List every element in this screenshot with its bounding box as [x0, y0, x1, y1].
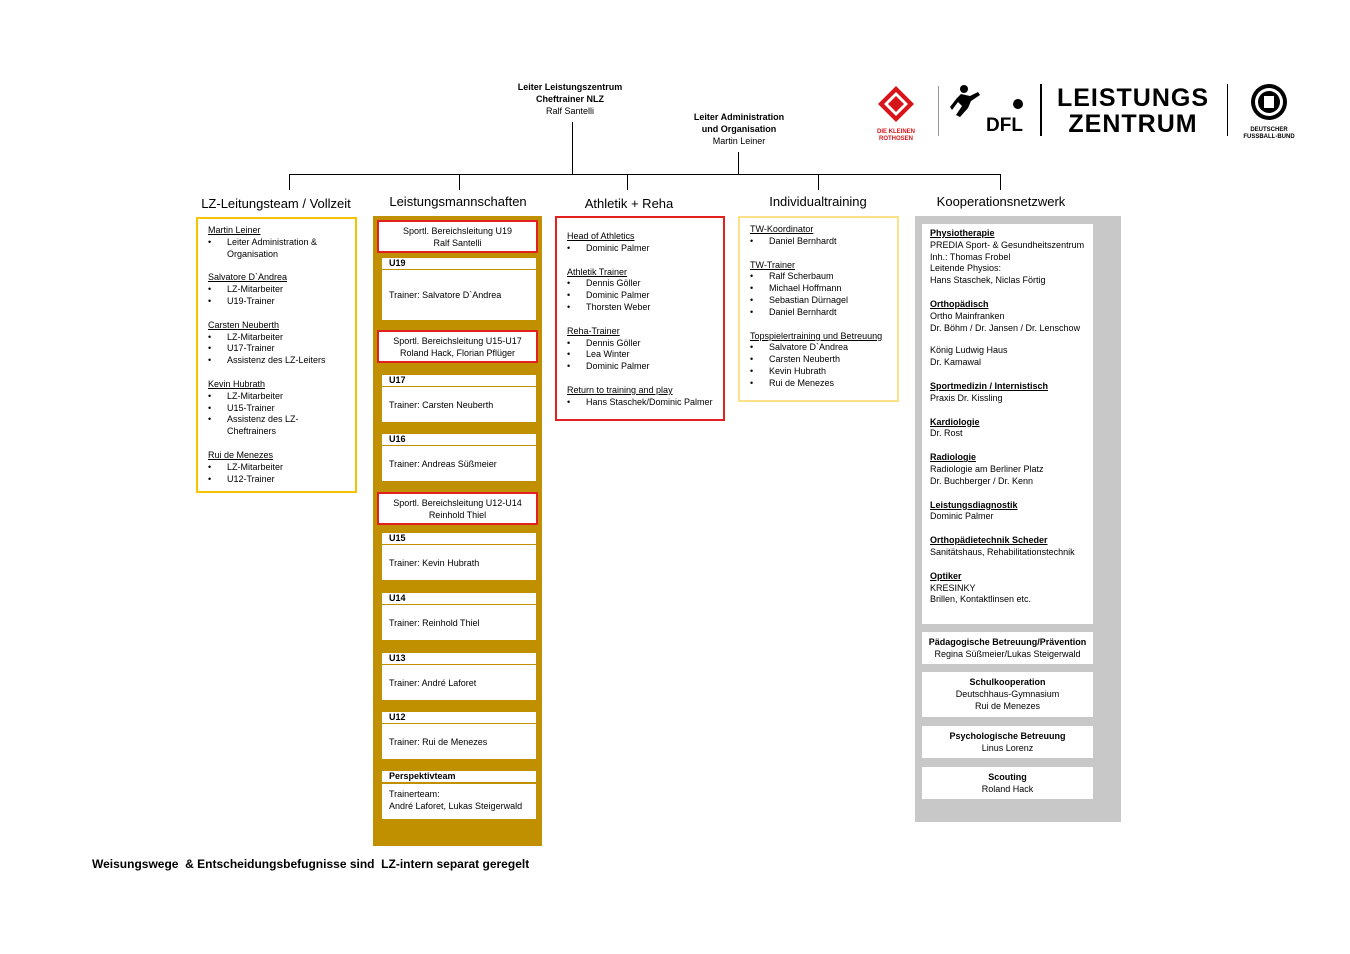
- team-trainer-u16: Trainer: Andreas Süßmeier: [382, 446, 536, 481]
- leitungsteam-box: [196, 217, 357, 493]
- partner-physiotherapie: [930, 228, 1089, 287]
- team-trainer-perspektivteam: [382, 784, 536, 819]
- kooperation-line: Deutschhaus-Gymnasium: [955, 689, 1060, 699]
- partner-kardiologie: [930, 417, 1089, 441]
- partner-title: Physiotherapie: [930, 228, 995, 238]
- partner-line: Praxis Dr. Kissling: [930, 392, 1003, 403]
- team-label-perspektivteam: Perspektivteam: [382, 771, 536, 782]
- partner-line: Sanitätshaus, Rehabilitationstechnik: [930, 546, 1075, 557]
- team-trainer-u17: Trainer: Carsten Neuberth: [382, 387, 536, 422]
- team-member: [208, 320, 347, 367]
- team-label-u12: U12: [382, 712, 536, 723]
- partner-optiker: [930, 571, 1089, 606]
- kooperation-paedagogik: [922, 632, 1093, 664]
- athletik-person: • Thorsten Weber: [567, 302, 717, 314]
- athletik-section-title: Return to training and play: [567, 384, 673, 395]
- dfb-caption-1: DEUTSCHER: [1250, 127, 1288, 133]
- team-member-role: • Assistenz des LZ-Leiters: [208, 355, 347, 367]
- individual-section: [750, 224, 891, 248]
- athletik-section-title: Athletik Trainer: [567, 266, 628, 277]
- athletik-section-title: Reha-Trainer: [567, 325, 620, 336]
- partner-radiologie: [930, 452, 1089, 487]
- connector-col5: [1000, 174, 1001, 190]
- kickers-logo: [872, 84, 920, 142]
- dfb-crest-icon: [1240, 82, 1298, 122]
- kooperation-line: Roland Hack: [981, 784, 1034, 794]
- dfl-player-icon: [950, 84, 1026, 118]
- athletik-section: [567, 231, 717, 255]
- partner-line: Dominic Palmer: [930, 511, 994, 522]
- connector-col1: [289, 174, 290, 190]
- team-member-role: • U17-Trainer: [208, 343, 347, 355]
- partner-leistungsdiagnostik: [930, 500, 1089, 524]
- kickers-caption-1: DIE KLEINEN: [876, 129, 915, 135]
- bereichsleitung-title: Sportl. Bereichsleitung U19: [402, 226, 513, 236]
- individual-person: • Ralf Scherbaum: [750, 271, 891, 283]
- bereichsleitung-u19: [377, 220, 538, 253]
- perspektiv-line1: Trainerteam:: [389, 789, 440, 799]
- partner-line: König Ludwig Haus: [930, 345, 1008, 356]
- team-member: [208, 225, 347, 260]
- team-member-name: Martin Leiner: [208, 225, 261, 235]
- individualtraining-box: [738, 216, 899, 402]
- athletik-person: • Lea Winter: [567, 349, 717, 361]
- team-member: [208, 450, 347, 485]
- individual-person: • Kevin Hubrath: [750, 366, 891, 378]
- athletik-section: [567, 267, 717, 314]
- partner-title: Radiologie: [930, 452, 977, 463]
- team-member-role: • LZ-Mitarbeiter: [208, 462, 347, 474]
- kooperation-title: Pädagogische Betreuung/Prävention: [928, 637, 1087, 647]
- admin-name: Martin Leiner: [712, 135, 766, 146]
- admin-title: Leiter Administration: [693, 112, 785, 122]
- athletik-person: • Dominic Palmer: [567, 361, 717, 373]
- team-trainer-u13: Trainer: André Laforet: [382, 665, 536, 700]
- partner-title: Leistungsdiagnostik: [930, 499, 1018, 510]
- column-header-kooperationsnetzwerk: Kooperationsnetzwerk: [936, 194, 1066, 209]
- bereichsleitung-names: Reinhold Thiel: [428, 510, 487, 520]
- team-member-role: • LZ-Mitarbeiter: [208, 284, 347, 296]
- connector-col4: [818, 174, 819, 190]
- partner-title: Orthopädisch: [930, 298, 989, 309]
- footer-note: Weisungswege & Entscheidungsbefugnisse sind LZ-intern separat geregelt: [92, 857, 530, 871]
- individual-section-title: TW-Trainer: [750, 259, 795, 270]
- team-member-role: • LZ-Mitarbeiter: [208, 332, 347, 344]
- partner-line: Dr. Kamawal: [930, 357, 982, 368]
- dfb-logo: [1240, 82, 1298, 138]
- kooperation-line: Rui de Menezes: [974, 701, 1041, 711]
- column-header-leitungsteam: LZ-Leitungsteam / Vollzeit: [201, 196, 351, 211]
- partner-line: Dr. Buchberger / Dr. Kenn: [930, 475, 1034, 486]
- athletik-person: • Hans Staschek/Dominic Palmer: [567, 397, 717, 409]
- team-member-role: • U19-Trainer: [208, 296, 347, 308]
- athletik-person: • Dominic Palmer: [567, 243, 717, 255]
- leiter-name: Ralf Santelli: [545, 105, 595, 116]
- team-member-name: Rui de Menezes: [208, 449, 274, 460]
- team-trainer-u12: Trainer: Rui de Menezes: [382, 724, 536, 759]
- team-label-u17: U17: [382, 375, 536, 386]
- individual-section: [750, 331, 891, 390]
- leiter-subtitle: Cheftrainer NLZ: [535, 93, 604, 104]
- kooperation-title: Scouting: [988, 772, 1027, 782]
- athletik-person: • Dennis Göller: [567, 338, 717, 350]
- column-header-leistungsmannschaften: Leistungsmannschaften: [389, 194, 527, 209]
- athletik-box: [555, 216, 725, 421]
- partner-title: Optiker: [930, 570, 962, 581]
- bereichsleitung-names: Ralf Santelli: [433, 238, 482, 248]
- partner-line: Ortho Mainfranken: [930, 310, 1005, 321]
- team-member-role: • U12-Trainer: [208, 474, 347, 486]
- athletik-person: • Dominic Palmer: [567, 290, 717, 302]
- dfl-logo: [950, 84, 1028, 138]
- kooperation-line: Regina Süßmeier/Lukas Steigerwald: [934, 649, 1081, 659]
- kooperation-schule: [922, 672, 1093, 717]
- connector-vertical-admin: [738, 152, 739, 174]
- kooperation-partners-box: [922, 224, 1093, 624]
- team-trainer-u14: Trainer: Reinhold Thiel: [382, 605, 536, 640]
- dfb-caption-2: FUSSBALL-BUND: [1243, 134, 1295, 140]
- individual-person: • Michael Hoffmann: [750, 283, 891, 295]
- partner-title: Kardiologie: [930, 416, 980, 427]
- partner-orthopaedietechnik: [930, 535, 1089, 559]
- logo-divider-2: [1040, 84, 1042, 136]
- lz-logo: [1048, 85, 1218, 137]
- partner-title: Sportmedizin / Internistisch: [930, 380, 1049, 391]
- bereichsleitung-title: Sportl. Bereichsleitung U15-U17: [393, 336, 522, 346]
- team-trainer-u15: Trainer: Kevin Hubrath: [382, 545, 536, 580]
- admin-box: [664, 112, 814, 147]
- dfl-label: DFL: [986, 115, 1023, 136]
- team-member-name: Carsten Neuberth: [208, 319, 280, 330]
- partner-line: Brillen, Kontaktlinsen etc.: [930, 594, 1032, 605]
- kooperation-title: Psychologische Betreuung: [949, 731, 1066, 741]
- team-member: [208, 272, 347, 307]
- team-label-u19: U19: [382, 258, 536, 269]
- individual-person: • Rui de Menezes: [750, 378, 891, 390]
- lz-logo-line1: LEISTUNGS: [1056, 84, 1210, 112]
- team-member: [208, 379, 347, 438]
- kickers-caption-2: ROTHOSEN: [878, 136, 913, 142]
- individual-person: • Carsten Neuberth: [750, 354, 891, 366]
- perspektiv-line2: André Laforet, Lukas Steigerwald: [389, 800, 523, 811]
- bereichsleitung-names: Roland Hack, Florian Pflüger: [399, 348, 516, 358]
- bereichsleitung-u15-u17: [377, 330, 538, 363]
- team-label-u14: U14: [382, 593, 536, 604]
- partner-line: Inh.: Thomas Frobel: [930, 251, 1011, 262]
- connector-col3: [627, 174, 628, 190]
- team-label-u16: U16: [382, 434, 536, 445]
- logo-divider-1: [938, 86, 939, 136]
- individual-person: • Sebastian Dürnagel: [750, 295, 891, 307]
- partner-sportmedizin: [930, 381, 1089, 405]
- athletik-section: [567, 385, 717, 409]
- athletik-section: [567, 326, 717, 373]
- partner-line: Dr. Rost: [930, 428, 963, 439]
- connector-horizontal: [289, 174, 1001, 175]
- partner-line: KRESINKY: [930, 582, 976, 593]
- team-member-name: Kevin Hubrath: [208, 378, 266, 389]
- kooperation-scouting: [922, 767, 1093, 799]
- kickers-crest-icon: [872, 84, 920, 124]
- kooperation-line: Linus Lorenz: [981, 743, 1034, 753]
- kooperation-title: Schulkooperation: [969, 677, 1046, 687]
- team-member-role: • U15-Trainer: [208, 403, 347, 415]
- connector-col2: [459, 174, 460, 190]
- partner-line: Leitende Physios:: [930, 263, 1002, 274]
- column-header-individualtraining: Individualtraining: [769, 194, 867, 209]
- individual-person: • Daniel Bernhardt: [750, 307, 891, 319]
- partner-orthopaedisch: [930, 299, 1089, 369]
- athletik-section-title: Head of Athletics: [567, 231, 635, 241]
- individual-person: • Salvatore D`Andrea: [750, 342, 891, 354]
- individual-section: [750, 260, 891, 319]
- partner-line: PREDIA Sport- & Gesundheitszentrum: [930, 239, 1085, 250]
- team-member-role: • Leiter Administration & Organisation: [208, 237, 347, 261]
- individual-section-title: TW-Koordinator: [750, 224, 814, 234]
- column-header-athletik: Athletik + Reha: [584, 196, 674, 211]
- team-member-role: • LZ-Mitarbeiter: [208, 391, 347, 403]
- partner-line: Dr. Böhm / Dr. Jansen / Dr. Lenschow: [930, 322, 1081, 333]
- individual-person: • Daniel Bernhardt: [750, 236, 891, 248]
- connector-vertical-main: [572, 122, 573, 174]
- kooperation-psychologie: [922, 726, 1093, 758]
- admin-subtitle: und Organisation: [701, 123, 777, 134]
- leiter-title: Leiter Leistungszentrum: [517, 82, 623, 92]
- partner-title: Orthopädietechnik Scheder: [930, 535, 1048, 546]
- team-member-role: • Assistenz des LZ-Cheftrainers: [208, 414, 347, 438]
- bereichsleitung-title: Sportl. Bereichsleitung U12-U14: [393, 498, 522, 508]
- logo-divider-3: [1227, 84, 1228, 136]
- team-member-name: Salvatore D`Andrea: [208, 272, 288, 283]
- lz-logo-line2: ZENTRUM: [1068, 110, 1198, 138]
- individual-section-title: Topspielertraining und Betreuung: [750, 330, 883, 341]
- team-trainer-u19: Trainer: Salvatore D`Andrea: [382, 270, 536, 320]
- leiter-box: [480, 82, 660, 117]
- partner-line: Radiologie am Berliner Platz: [930, 463, 1044, 474]
- bereichsleitung-u12-u14: [377, 492, 538, 525]
- athletik-person: • Dennis Göller: [567, 278, 717, 290]
- partner-line: Hans Staschek, Niclas Förtig: [930, 275, 1046, 286]
- team-label-u15: U15: [382, 533, 536, 544]
- team-label-u13: U13: [382, 653, 536, 664]
